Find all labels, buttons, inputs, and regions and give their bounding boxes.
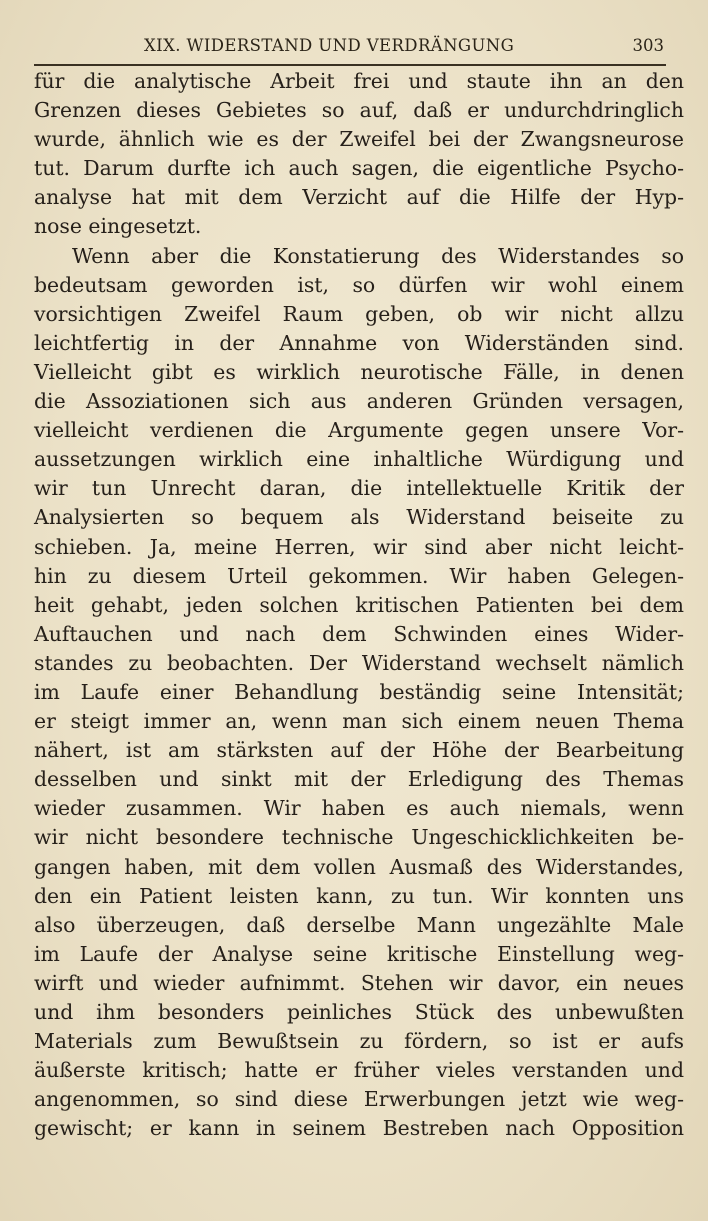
running-title: XIX. WIDERSTAND UND VERDRÄNGUNG [144, 36, 515, 55]
text-line: nähert, ist am stärksten auf der Höhe der Bearbeitung [34, 738, 684, 763]
text-line: bedeutsam geworden ist, so dürfen wir wohl einem [34, 272, 684, 297]
header-rule [34, 64, 666, 66]
text-line: Analysierten so bequem als Widerstand beiseite zu [34, 505, 684, 530]
text-line: wirft und wieder aufnimmt. Stehen wir davor, ein neues [34, 970, 684, 995]
text-line: tut. Darum durfte ich auch sagen, die eigentliche Psycho- [34, 156, 684, 181]
text-line: wir nicht besondere technische Ungeschicklichkeiten be- [34, 825, 684, 850]
text-line: im Laufe der Analyse seine kritische Einstellung weg- [34, 941, 684, 966]
text-line: analyse hat mit dem Verzicht auf die Hilfe der Hyp- [34, 185, 684, 210]
text-line: Vielleicht gibt es wirklich neurotische Fälle, in denen [34, 359, 684, 384]
text-line: wurde, ähnlich wie es der Zweifel bei der Zwangsneurose [34, 127, 684, 152]
text-line: vorsichtigen Zweifel Raum geben, ob wir nicht allzu [34, 301, 684, 326]
text-line: im Laufe einer Behandlung beständig seine Intensität; [34, 679, 684, 704]
text-line: gewischt; er kann in seinem Bestreben nach Opposition [34, 1116, 684, 1141]
text-line: vielleicht verdienen die Argumente gegen unsere Vor- [34, 418, 684, 443]
text-line: für die analytische Arbeit frei und staute ihn an den [34, 69, 684, 93]
page-header [34, 34, 666, 62]
text-line: schieben. Ja, meine Herren, wir sind aber nicht leicht- [34, 534, 684, 559]
text-line: Grenzen dieses Gebietes so auf, daß er undurchdringlich [34, 98, 684, 123]
text-line: wir tun Unrecht daran, die intellektuelle Kritik der [34, 476, 684, 501]
text-line: also überzeugen, daß derselbe Mann ungezählte Male [34, 912, 684, 937]
text-line: Auftauchen und nach dem Schwinden eines Wider- [34, 621, 684, 646]
text-line: gangen haben, mit dem vollen Ausmaß des Widerstandes, [34, 854, 684, 879]
text-line: heit gehabt, jeden solchen kritischen Patienten bei dem [34, 592, 684, 617]
text-line: hin zu diesem Urteil gekommen. Wir haben Gelegen- [34, 563, 684, 588]
text-line: die Assoziationen sich aus anderen Gründen versagen, [34, 389, 684, 414]
text-line: wieder zusammen. Wir haben es auch niemals, wenn [34, 796, 684, 821]
text-line: nose eingesetzt. [34, 214, 202, 239]
text-line: er steigt immer an, wenn man sich einem neuen Thema [34, 709, 684, 734]
text-line: leichtfertig in der Annahme von Widerständen sind. [34, 330, 684, 355]
paragraph-start-line: Wenn aber die Konstatierung des Widerstandes so [72, 243, 684, 268]
text-line: desselben und sinkt mit der Erledigung des Themas [34, 767, 684, 792]
text-line: äußerste kritisch; hatte er früher vieles verstanden und [34, 1058, 684, 1083]
text-line: und ihm besonders peinliches Stück des unbewußten [34, 1000, 684, 1024]
page-number: 303 [632, 36, 664, 55]
body-text [34, 67, 684, 1143]
text-line: den ein Patient leisten kann, zu tun. Wir konnten uns [34, 883, 684, 908]
text-line: standes zu beobachten. Der Widerstand wechselt nämlich [34, 650, 684, 675]
text-line: aussetzungen wirklich eine inhaltliche Würdigung und [34, 447, 684, 472]
text-line: Materials zum Bewußtsein zu fördern, so ist er aufs [34, 1029, 684, 1054]
text-line: angenommen, so sind diese Erwerbungen jetzt wie weg- [34, 1087, 684, 1112]
